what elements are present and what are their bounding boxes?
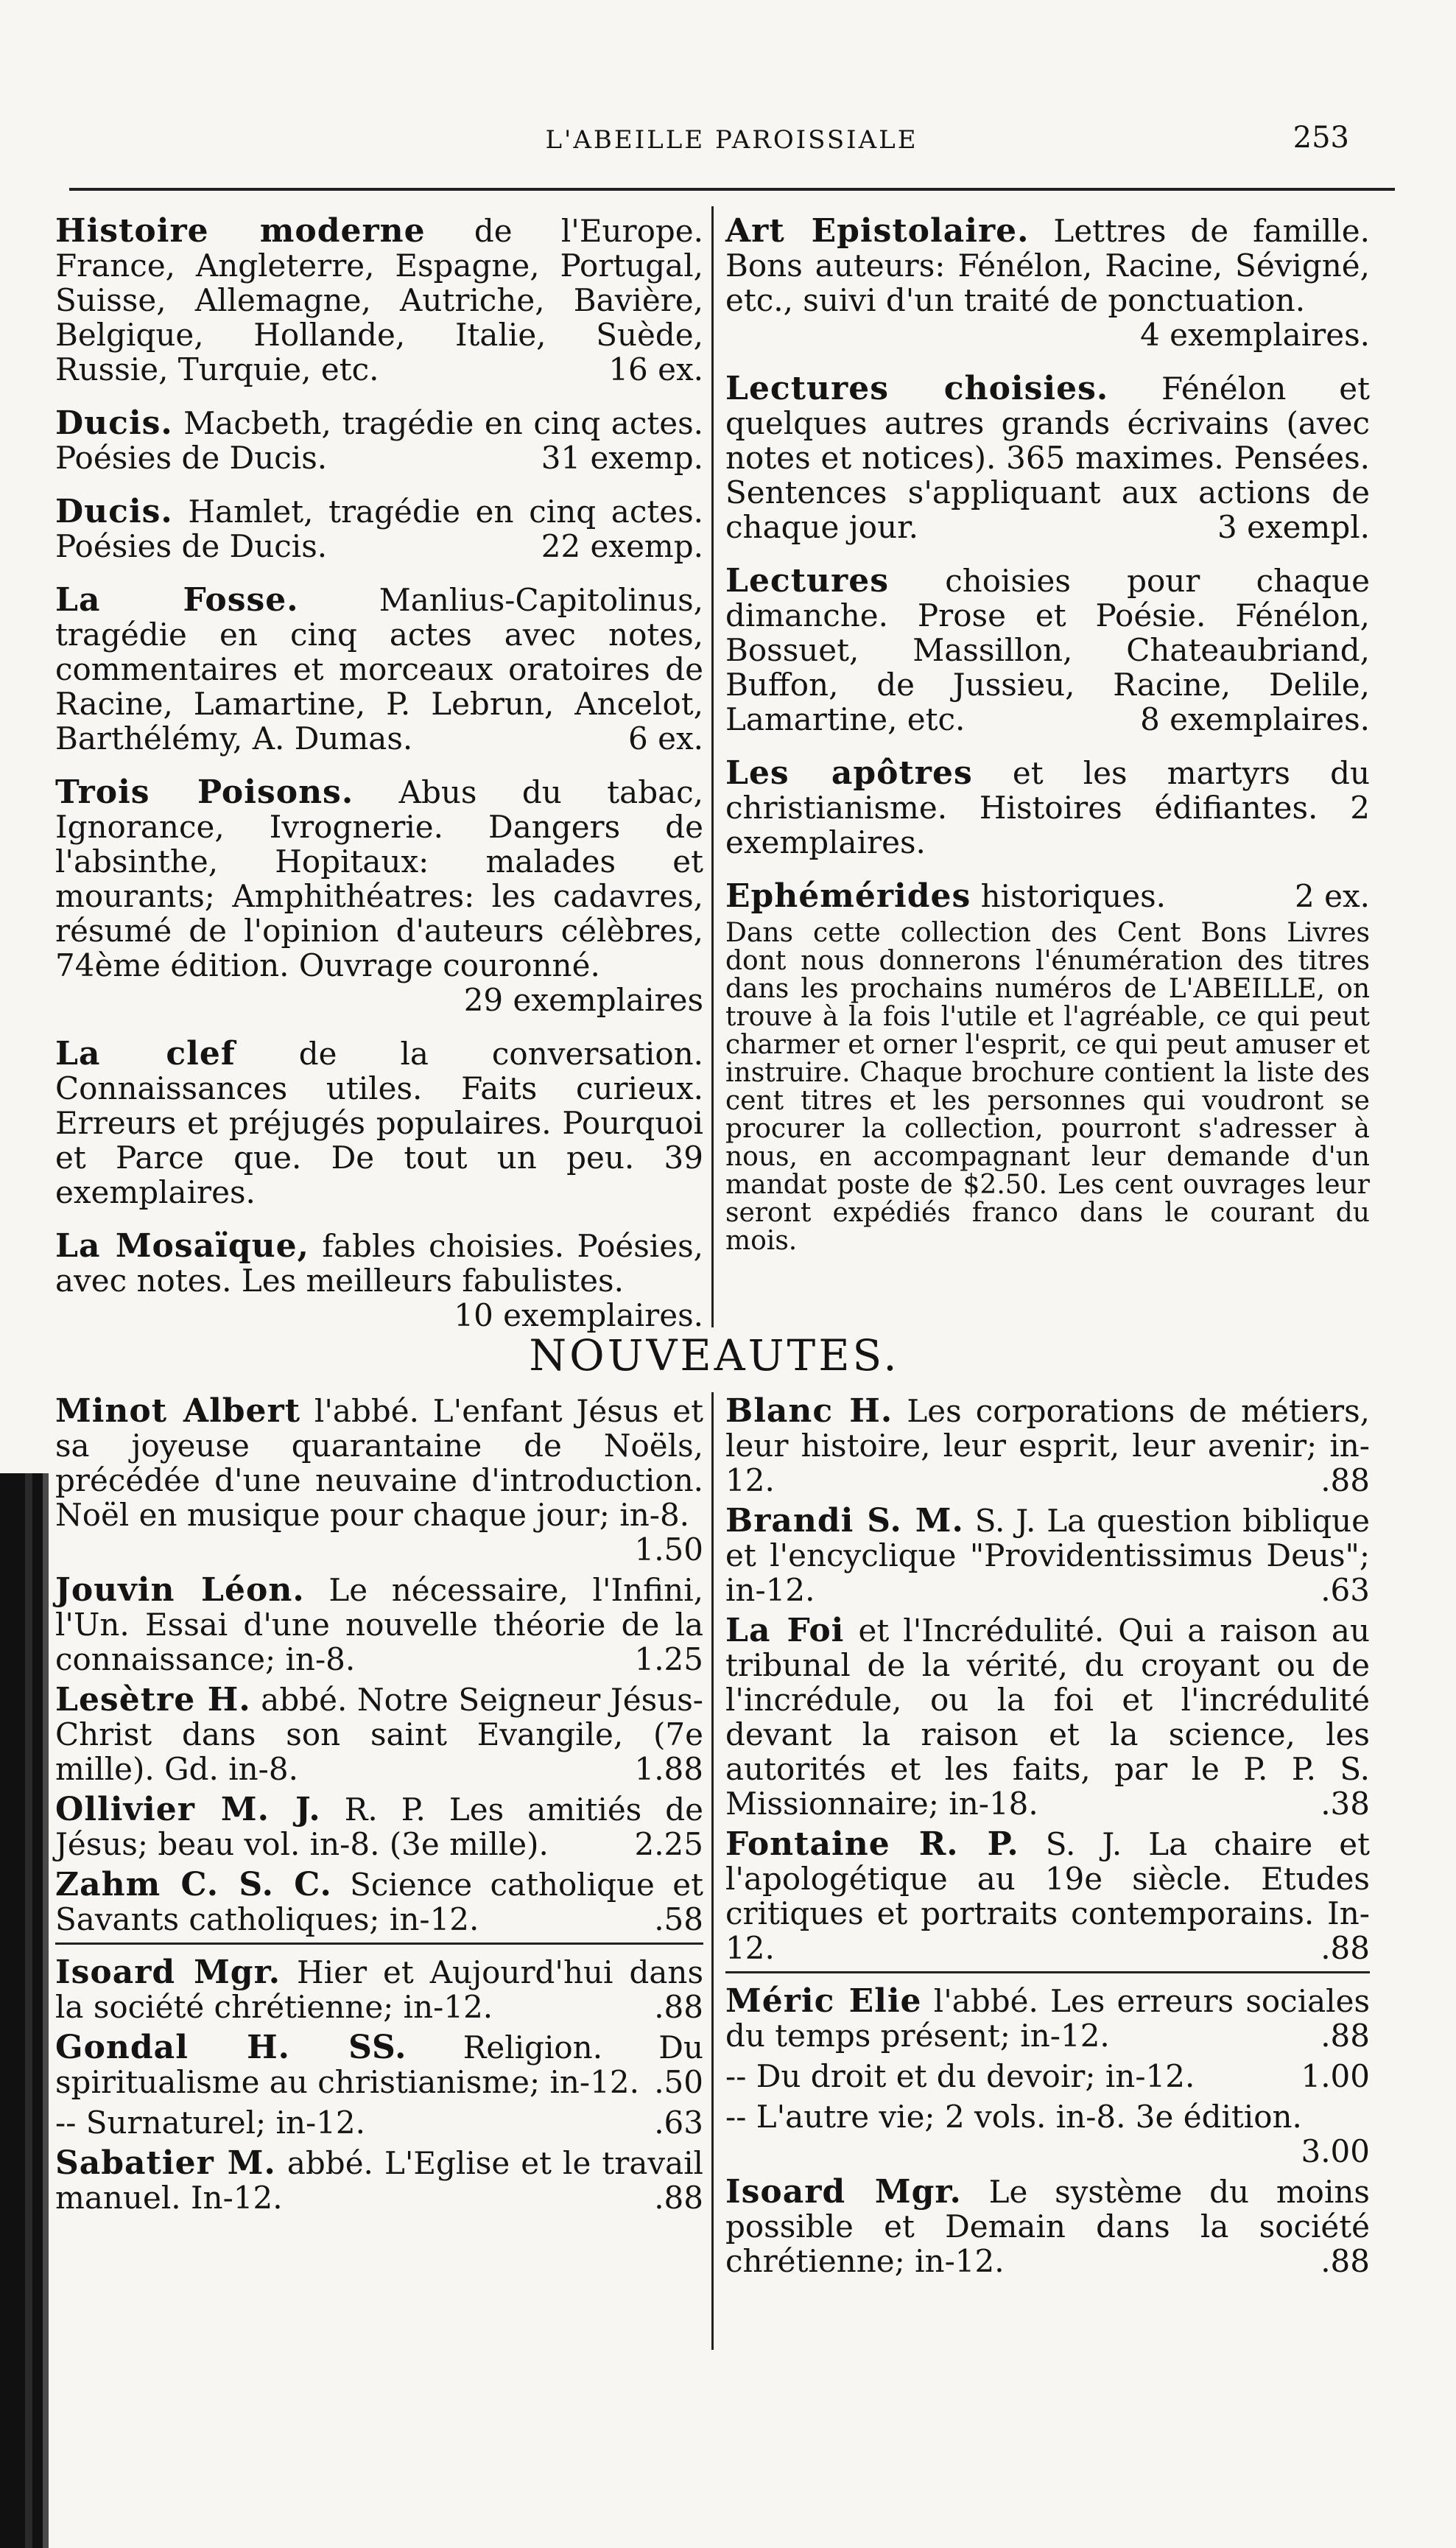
new-title-entry: La Foi et l'Incrédulité. Qui a raison au tribunal de la vérité, du croyant ou de l'incrédule, ou la foi et l'incrédulité devant la raison et la science, les autorités et les faits, par le P. P. S. Missionnaire; in-18. .38 [725, 1612, 1370, 1822]
catalog-entry: Histoire moderne de l'Europe. France, Angleterre, Espagne, Portugal, Suisse, Allemagne, Autriche, Bavière, Belgique, Hollande, Italie, Suède, Russie, Turquie, etc. 16 ex. [55, 212, 703, 387]
new-title-entry: Jouvin Léon. Le nécessaire, l'Infini, l'Un. Essai d'une nouvelle théorie de la connaissance; in-8. 1.25 [55, 1571, 703, 1677]
page-header [52, 110, 1412, 162]
catalog-entry: Ephémérides historiques. 2 ex. [725, 877, 1370, 915]
catalog-entry: Lectures choisies pour chaque dimanche. Prose et Poésie. Fénélon, Bossuet, Massillon, Chateaubriand, Buffon, de Jussieu, Racine, Delile, Lamartine, etc. 8 exemplaires. [725, 562, 1370, 737]
left-column-catalog [55, 214, 703, 1352]
new-title-entry: Sabatier M. abbé. L'Eglise et le travail manuel. In-12. .88 [55, 2144, 703, 2216]
right-column-new-titles [725, 1394, 1370, 2284]
new-title-entry: -- L'autre vie; 2 vols. in-8. 3e édition. 3.00 [725, 2099, 1370, 2169]
new-title-entry: -- Surnaturel; in-12. .63 [55, 2105, 703, 2141]
catalog-entry: Ducis. Hamlet, tragédie en cinq actes. Poésies de Ducis. 22 exemp. [55, 493, 703, 564]
column-divider-bottom [711, 1392, 714, 2350]
new-title-entry: Isoard Mgr. Hier et Aujourd'hui dans la société chrétienne; in-12. .88 [55, 1954, 703, 2025]
new-title-entry: Blanc H. Les corporations de métiers, leur histoire, leur esprit, leur avenir; in-12. .88 [725, 1392, 1371, 1498]
catalog-entry: La Mosaïque, fables choisies. Poésies, avec notes. Les meilleurs fabulistes. 10 exemplaires. [55, 1227, 703, 1333]
new-title-entry: Brandi S. M. S. J. La question biblique et l'encyclique "Providentissimus Deus"; in-12. .63 [725, 1502, 1370, 1608]
entry-separator-rule [725, 1971, 1370, 1973]
new-title-entry: Fontaine R. P. S. J. La chaire et l'apologétique au 19e siècle. Etudes critiques et portraits contemporains. In-12. .88 [725, 1825, 1370, 1966]
right-column-catalog [725, 214, 1370, 1255]
catalog-entry: Les apôtres et les martyrs du christianisme. Histoires édifiantes. 2 exemplaires. [725, 754, 1370, 860]
new-title-entry: Lesètre H. abbé. Notre Seigneur Jésus-Christ dans son saint Evangile, (7e mille). Gd. in-8. 1.88 [55, 1681, 703, 1787]
book-binding-edge [0, 1473, 52, 2548]
new-title-entry: Gondal H. SS. Religion. Du spiritualisme au christianisme; in-12. .50 [55, 2029, 703, 2100]
new-title-entry: Méric Elie l'abbé. Les erreurs sociales du temps présent; in-12. .88 [725, 1982, 1371, 2054]
catalog-entry: Art Epistolaire. Lettres de famille. Bons auteurs: Fénélon, Racine, Sévigné, etc., suivi d'un traité de ponctuation. 4 exemplaires. [725, 212, 1370, 353]
catalog-entry: La clef de la conversation. Connaissances utiles. Faits curieux. Erreurs et préjugés populaires. Pourquoi et Parce que. De tout un peu. 39 exemplaires. [55, 1035, 704, 1210]
new-title-entry: Zahm C. S. C. Science catholique et Savants catholiques; in-12. .58 [55, 1866, 703, 1937]
left-column-new-titles [55, 1394, 703, 2221]
catalog-entry: Lectures choisies. Fénélon et quelques autres grands écrivains (avec notes et notices). 365 maximes. Pensées. Sentences s'appliquant aux actions de chaque jour. 3 exempl. [725, 370, 1371, 545]
new-title-entry: Ollivier M. J. R. P. Les amitiés de Jésus; beau vol. in-8. (3e mille). 2.25 [55, 1791, 703, 1862]
collection-note: Dans cette collection des Cent Bons Livres dont nous donnerons l'énumération des titres dans les prochains numéros de L'ABEILLE, on trouve à la fois l'utile et l'agréable, ce qui peut charmer et orner l'esprit, ce qui peut amuser et instruire. Chaque brochure contient la liste des cent titres et les personnes qui voudront se procurer la collection, pourront s'adresser à nous, en accompagnant leur demande d'un mandat poste de $2.50. Les cent ouvrages leur seront expédiés franco dans le courant du mois. [725, 918, 1370, 1256]
new-title-entry: Isoard Mgr. Le système du moins possible et Demain dans la société chrétienne; in-12. .88 [725, 2173, 1370, 2279]
catalog-entry: La Fosse. Manlius-Capitolinus, tragédie en cinq actes avec notes, commentaires et morceaux oratoires de Racine, Lamartine, P. Lebrun, Ancelot, Barthélémy, A. Dumas. 6 ex. [55, 581, 703, 757]
page-number: 253 [1293, 121, 1349, 155]
new-title-entry: Minot Albert l'abbé. L'enfant Jésus et sa joyeuse quarantaine de Noëls, précédée d'une neuvaine d'introduction. Noël en musique pour chaque jour; in-8. 1.50 [55, 1392, 703, 1568]
header-rule [69, 188, 1395, 191]
catalog-entry: Trois Poisons. Abus du tabac, Ignorance, Ivrognerie. Dangers de l'absinthe, Hopitaux: malades et mourants; Amphithéatres: les cadavres, résumé de l'opinion d'auteurs célèbres, 74ème édition. Ouvrage couronné. 29 exemplaires [55, 773, 703, 1018]
column-divider-top [711, 206, 714, 1327]
entry-separator-rule [55, 1942, 703, 1945]
new-title-entry: -- Du droit et du devoir; in-12. 1.00 [725, 2058, 1370, 2094]
catalog-entry: Ducis. Macbeth, tragédie en cinq actes. Poésies de Ducis. 31 exemp. [55, 404, 703, 476]
section-title-nouveautes: NOUVEAUTES. [529, 1330, 900, 1380]
running-title: L'ABEILLE PAROISSIALE [545, 125, 918, 155]
